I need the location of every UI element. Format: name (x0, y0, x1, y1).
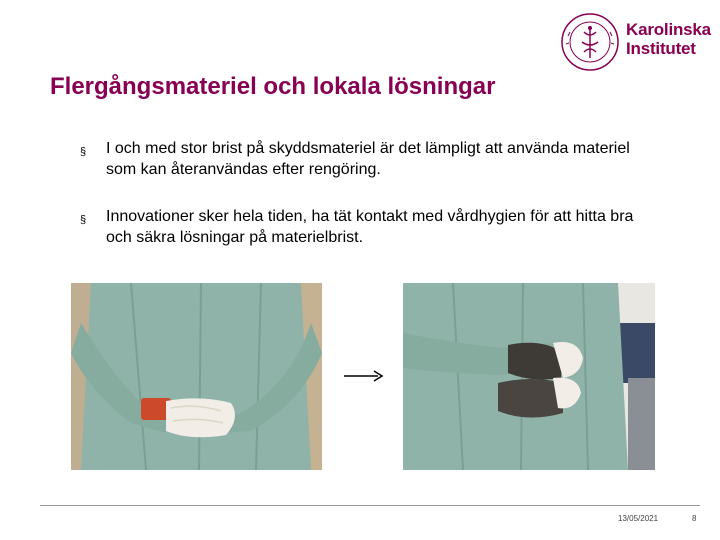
footer-divider (40, 505, 700, 506)
bullet-list (80, 138, 660, 274)
karolinska-seal-icon (560, 12, 620, 72)
logo-wordmark (626, 20, 711, 58)
bullet-text: I och med stor brist på skyddsmateriel är det lämpligt att använda materiel som kan återanvändas efter rengöring. (106, 140, 630, 178)
bullet-text: Innovationer sker hela tiden, ha tät kontakt med vårdhygien för att hitta bra och säkra lösningar på materielbrist. (106, 208, 634, 246)
footer-date: 13/05/2021 (618, 514, 659, 523)
slide-title: Flergångsmateriel och lokala lösningar (50, 73, 496, 100)
photo-gown-after (403, 283, 655, 470)
page-number: 8 (692, 514, 697, 523)
logo-line-2: Institutet (626, 39, 696, 58)
photo-gown-before (71, 283, 322, 470)
karolinska-logo (560, 12, 710, 76)
bullet-item (80, 138, 660, 180)
arrow-right-icon (344, 370, 384, 382)
bullet-marker: § (80, 214, 87, 226)
logo-line-1: Karolinska (626, 20, 711, 39)
bullet-item (80, 206, 660, 248)
bullet-marker: § (80, 146, 87, 158)
